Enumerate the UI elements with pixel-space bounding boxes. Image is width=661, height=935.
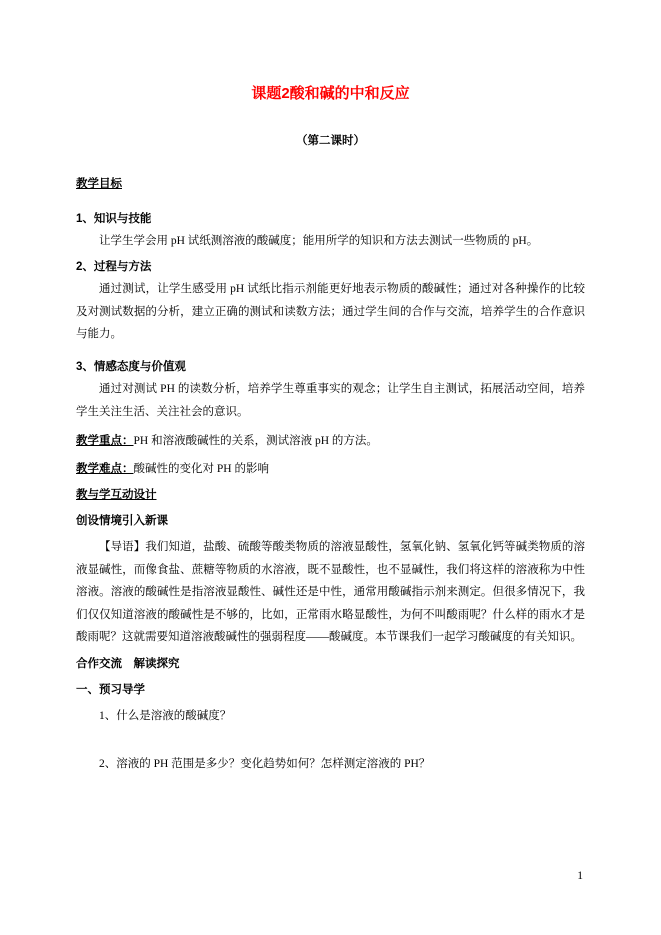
question-2: 2、溶液的 PH 范围是多少？变化趋势如何？怎样测定溶液的 PH？: [99, 758, 431, 770]
text-key-point: PH 和溶液酸碱性的关系，测试溶液 pH 的方法。: [133, 435, 378, 447]
page-number: 1: [577, 870, 583, 882]
para-emotion-values: 通过对测试 PH 的读数分析，培养学生尊重事实的观念；让学生自主测试，拓展活动空间，培养学生关注生活、关注社会的意识。: [76, 383, 585, 418]
para-process-methods: 通过测试，让学生感受用 pH 试纸比指示剂能更好地表示物质的酸碱性；通过对各种操作的比较及对测试数据的分析，建立正确的测试和读数方法；通过学生间的合作与交流，培养学生的合作意识与能力。: [76, 283, 585, 340]
para-knowledge-skills: 让学生学会用 pH 试纸测溶液的酸碱度；能用所学的知识和方法去测试一些物质的 pH。: [99, 235, 539, 247]
heading-teaching-goals: 教学目标: [76, 178, 122, 190]
heading-process-methods: 2、过程与方法: [76, 260, 152, 273]
label-difficulty: 教学难点：: [76, 462, 134, 475]
heading-teaching-design: 教与学互动设计: [76, 489, 157, 501]
doc-subtitle: （第二课时）: [296, 135, 365, 147]
question-1: 1、什么是溶液的酸碱度？: [99, 709, 232, 722]
line-key-point: [76, 430, 585, 453]
heading-preview-guide: 一、预习导学: [76, 684, 145, 696]
heading-lesson-intro: 创设情境引入新课: [76, 514, 168, 527]
label-key-point: 教学重点：: [76, 435, 134, 447]
para-lesson-intro: 【导语】我们知道，盐酸、硫酸等酸类物质的溶液显酸性，氢氧化钠、氢氧化钙等碱类物质的溶液显碱性，而像食盐、蔗糖等物质的水溶液，既不显酸性，也不显碱性，我们将这样的溶液称为中性溶液。溶液的酸碱性是指溶液显酸性、碱性还是中性，通常用酸碱指示剂来测定。但很多情况下，我们仅仅知道溶液的酸碱性是不够的，比如，正常雨水略显酸性，为何不叫酸雨呢？什么样的雨水才是酸雨呢？这就需要知道溶液酸碱性的强弱程度——酸碱度。本节课我们一起学习酸碱度的有关知识。: [76, 541, 585, 643]
line-difficulty: [76, 458, 585, 481]
heading-emotion-values: 3、情感态度与价值观: [76, 360, 186, 373]
heading-knowledge-skills: 1、知识与技能: [76, 212, 152, 225]
doc-title: 课题2酸和碱的中和反应: [251, 85, 410, 102]
heading-cooperation: 合作交流 解读探究: [76, 657, 180, 670]
text-difficulty: 酸碱性的变化对 PH 的影响: [133, 462, 269, 475]
